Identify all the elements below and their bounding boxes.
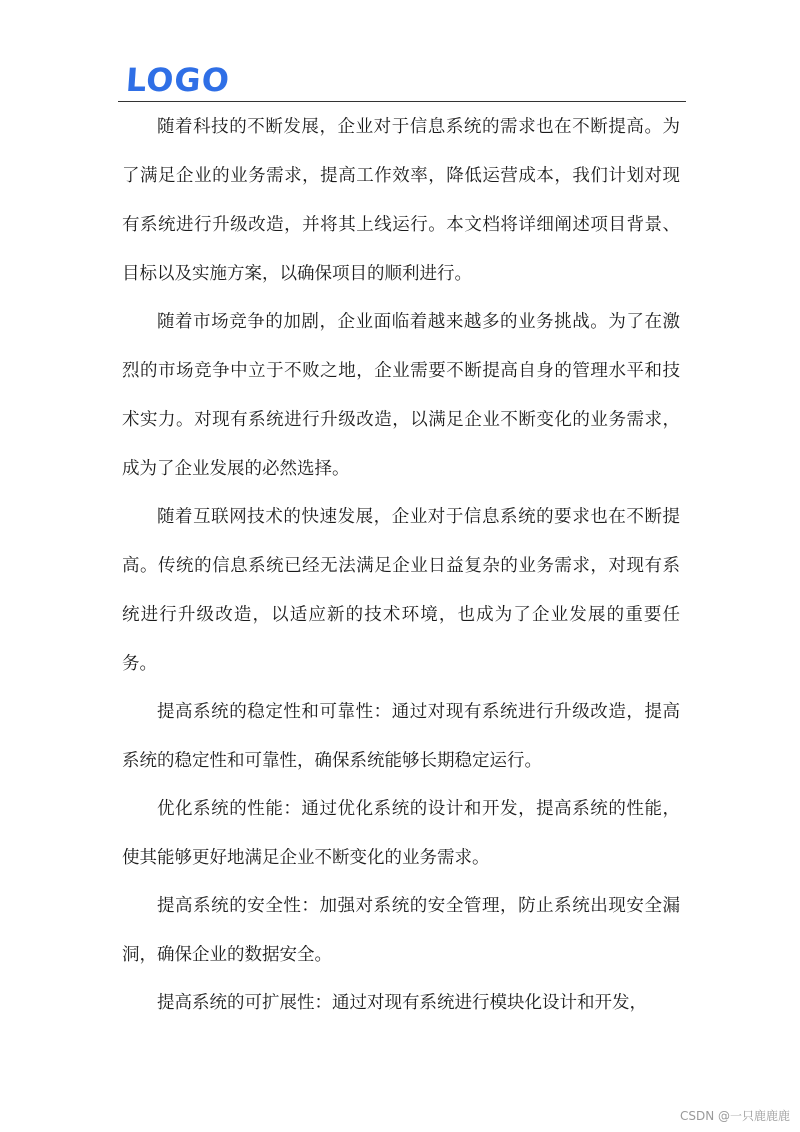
paragraph-goal-stability: 提高系统的稳定性和可靠性：通过对现有系统进行升级改造，提高系统的稳定性和可靠性，确保系统能够长期稳定运行。: [122, 702, 680, 771]
paragraph-goal-performance: 优化系统的性能：通过优化系统的设计和开发，提高系统的性能，使其能够更好地满足企业不断变化的业务需求。: [122, 799, 680, 868]
watermark: CSDN @一只鹿鹿鹿: [679, 1109, 790, 1123]
logo: LOGO: [124, 61, 232, 99]
paragraph-goal-scalability: 提高系统的可扩展性：通过对现有系统进行模块化设计和开发，: [157, 993, 647, 1013]
page-header: [118, 60, 686, 102]
paragraph-market-competition: 随着市场竞争的加剧，企业面临着越来越多的业务挑战。为了在激烈的市场竞争中立于不败之地，企业需要不断提高自身的管理水平和技术实力。对现有系统进行升级改造，以满足企业不断变化的业务需求，成为了企业发展的必然选择。: [122, 312, 680, 479]
document-body: [122, 103, 680, 1027]
paragraph-project-background: 随着科技的不断发展，企业对于信息系统的需求也在不断提高。为了满足企业的业务需求，提高工作效率，降低运营成本，我们计划对现有系统进行升级改造，并将其上线运行。本文档将详细阐述项目背景、目标以及实施方案，以确保项目的顺利进行。: [122, 117, 680, 284]
paragraph-goal-security: 提高系统的安全性：加强对系统的安全管理，防止系统出现安全漏洞，确保企业的数据安全。: [122, 896, 680, 965]
header-divider: [118, 101, 686, 102]
paragraph-internet-technology: 随着互联网技术的快速发展，企业对于信息系统的要求也在不断提高。传统的信息系统已经无法满足企业日益复杂的业务需求，对现有系统进行升级改造，以适应新的技术环境，也成为了企业发展的重要任务。: [122, 507, 680, 674]
